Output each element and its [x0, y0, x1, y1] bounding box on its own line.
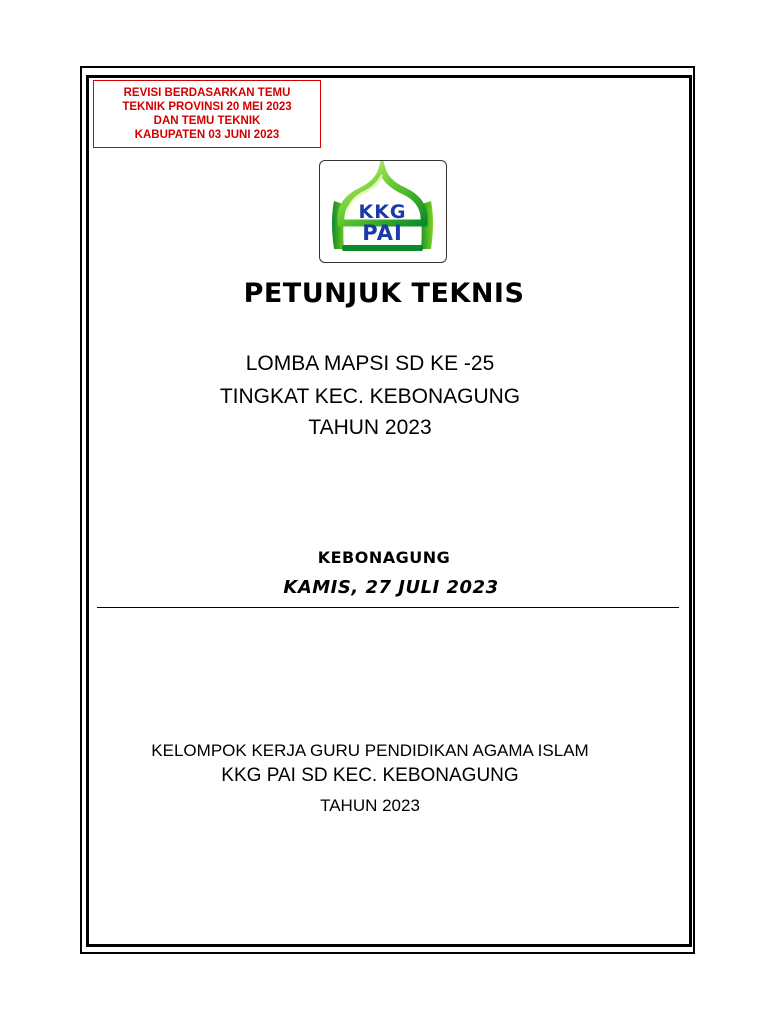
subtitle-line-3: TAHUN 2023	[308, 416, 432, 439]
horizontal-divider	[97, 607, 679, 608]
document-title: PETUNJUK TEKNIS	[243, 278, 525, 309]
subtitle-line-1: LOMBA MAPSI SD KE -25	[245, 352, 495, 375]
revision-note-line: KABUPATEN 03 JUNI 2023	[134, 129, 280, 141]
logo-text-kkg: KKG	[358, 201, 407, 223]
revision-note-line: REVISI BERDASARKAN TEMU	[123, 87, 291, 99]
revision-note-box	[93, 80, 321, 148]
kkg-pai-logo	[319, 160, 447, 263]
subtitle-line-2: TINGKAT KEC. KEBONAGUNG	[219, 385, 521, 408]
date-label: KAMIS, 27 JULI 2023	[283, 577, 499, 598]
place-label: KEBONAGUNG	[317, 548, 451, 567]
logo-text-pai: PAI	[362, 221, 403, 245]
revision-note-line: TEKNIK PROVINSI 20 MEI 2023	[122, 101, 292, 113]
organization-line-1: KELOMPOK KERJA GURU PENDIDIKAN AGAMA ISLAM	[151, 741, 589, 760]
revision-note-line: DAN TEMU TEKNIK	[153, 115, 261, 127]
organization-line-3: TAHUN 2023	[320, 796, 420, 815]
organization-line-2: KKG PAI SD KEC. KEBONAGUNG	[221, 765, 519, 786]
